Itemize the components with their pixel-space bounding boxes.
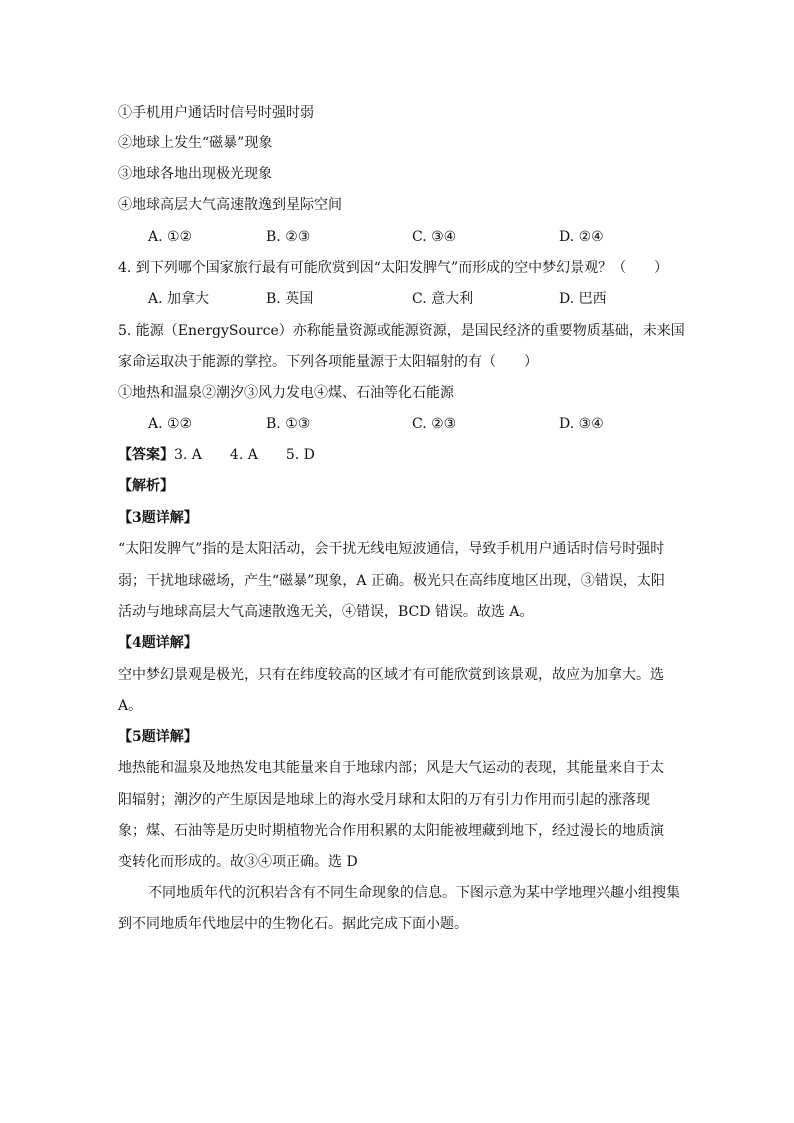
- q5-stem-line-1: 5. 能源（EnergySource）亦称能量资源或能源资源，是国民经济的重要物质基础，未来国: [118, 323, 685, 339]
- q4-detail-line-1: 空中梦幻景观是极光，只有在纬度较高的区域才有可能欣赏到该景观，故应为加拿大。选: [118, 667, 664, 683]
- q4-stem: 4. 到下列哪个国家旅行最有可能欣赏到因“太阳发脾气”而形成的空中梦幻景观？（ ）: [118, 260, 669, 276]
- q5-detail-line-2: 阳辐射；潮汐的产生原因是地球上的海水受月球和太阳的万有引力作用而引起的涨落现: [118, 792, 650, 808]
- q4-detail-label: 【4题详解】: [118, 635, 198, 651]
- q5-option-a: A. ①②: [148, 416, 193, 432]
- q3-option-a: A. ①②: [148, 229, 193, 245]
- analysis-label: 【解析】: [118, 478, 174, 494]
- q3-option-b: B. ②③: [266, 229, 311, 245]
- q5-detail-label: 【5题详解】: [118, 729, 198, 745]
- q3-detail-line-1: “太阳发脾气”指的是太阳活动，会干扰无线电短波通信，导致手机用户通话时信号时强时: [118, 541, 665, 557]
- q3-statement-1: ①手机用户通话时信号时强时弱: [118, 105, 314, 121]
- q5-option-b: B. ①③: [266, 416, 311, 432]
- answer-label: 【答案】: [118, 447, 174, 463]
- answer-text: 3. A 4. A 5. D: [174, 447, 315, 463]
- intro-line-2: 到不同地质年代地层中的生物化石。据此完成下面小题。: [118, 916, 468, 932]
- q5-stem-line-2: 家命运取决于能源的掌控。下列各项能量源于太阳辐射的有（ ）: [118, 354, 538, 370]
- q4-detail-line-2: A。: [118, 698, 143, 714]
- q4-option-b: B. 英国: [266, 291, 314, 307]
- q4-option-a: A. 加拿大: [148, 291, 210, 307]
- q3-statement-3: ③地球各地出现极光现象: [118, 166, 272, 182]
- q3-statement-2: ②地球上发生“磁暴”现象: [118, 135, 273, 151]
- q5-detail-line-4: 变转化而形成的。故③④项正确。选 D: [118, 854, 358, 870]
- q5-statements: ①地热和温泉②潮汐③风力发电④煤、石油等化石能源: [118, 385, 454, 401]
- q3-detail-line-3: 活动与地球高层大气高速散逸无关，④错误，BCD 错误。故选 A。: [118, 604, 534, 620]
- q3-statement-4: ④地球高层大气高速散逸到星际空间: [118, 197, 342, 213]
- q3-option-d: D. ②④: [559, 229, 604, 245]
- q3-detail-line-2: 弱；干扰地球磁场，产生“磁暴”现象，A 正确。极光只在高纬度地区出现，③错误，太阳: [118, 573, 665, 589]
- q5-detail-line-3: 象；煤、石油等是历史时期植物光合作用积累的太阳能被埋藏到地下，经过漫长的地质演: [118, 823, 664, 839]
- q5-option-d: D. ③④: [559, 416, 604, 432]
- q3-option-c: C. ③④: [412, 229, 457, 245]
- intro-line-1: 不同地质年代的沉积岩含有不同生命现象的信息。下图示意为某中学地理兴趣小组搜集: [148, 885, 680, 901]
- answer-line: [118, 445, 315, 465]
- q5-option-c: C. ②③: [412, 416, 457, 432]
- q3-detail-label: 【3题详解】: [118, 510, 198, 526]
- q4-option-c: C. 意大利: [412, 291, 474, 307]
- q5-detail-line-1: 地热能和温泉及地热发电其能量来自于地球内部；风是大气运动的表现，其能量来自于太: [118, 760, 664, 776]
- q4-option-d: D. 巴西: [559, 291, 607, 307]
